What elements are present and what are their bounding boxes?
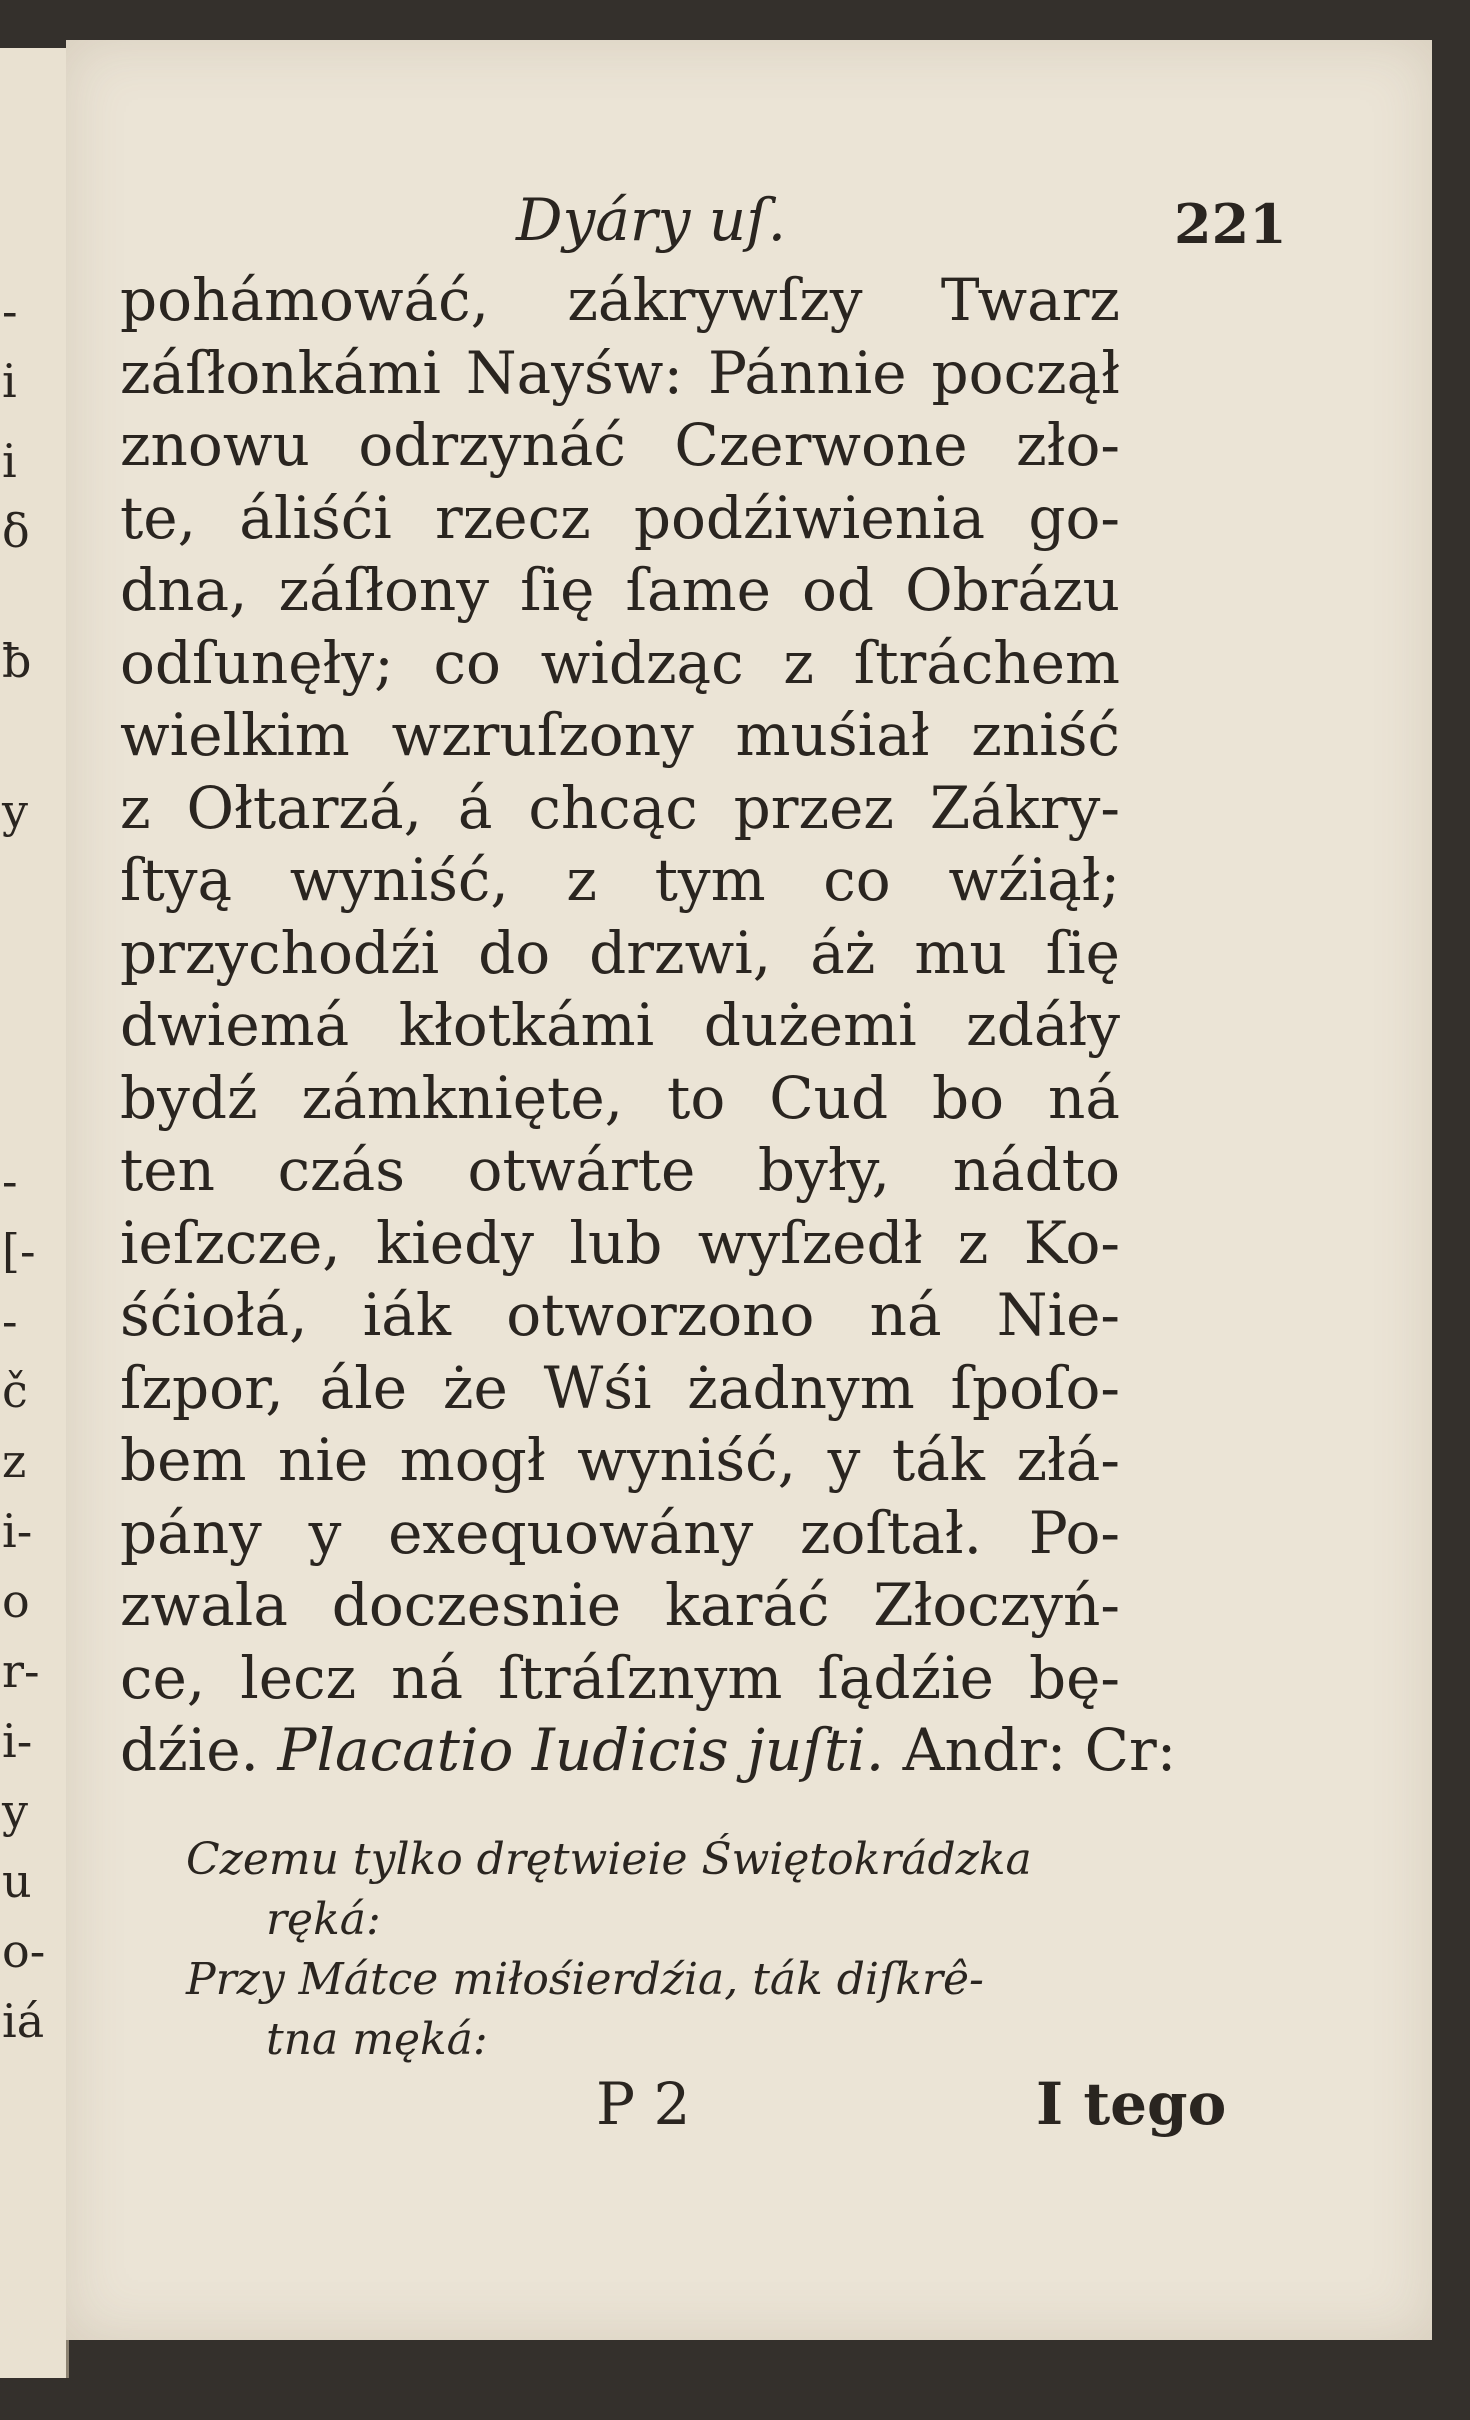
- left-page-fragment: č: [2, 1364, 28, 1418]
- text-line: ſzpor, ále że Wśi żadnym ſpoſo-: [120, 1353, 1120, 1422]
- catchword: I tego: [1036, 2070, 1227, 2138]
- verse-line-continuation: ręká:: [266, 1894, 381, 1945]
- latin-quotation: Placatio Iudicis juſti.: [277, 1716, 885, 1784]
- left-page-fragment: i-: [2, 1504, 33, 1558]
- text-line: ce, lecz ná ſtráſznym ſądźie bę-: [120, 1643, 1120, 1712]
- signature-mark: P 2: [596, 2070, 691, 2138]
- text-line: odſunęły; co widząc z ſtráchem: [120, 628, 1120, 697]
- left-page-fragment: r-: [2, 1644, 40, 1698]
- text-line: dna, záſłony ſię ſame od Obrázu: [120, 556, 1120, 624]
- text-line-last: [120, 1714, 1177, 1787]
- left-page-fragment: [-: [2, 1224, 36, 1278]
- left-page-fragment: o-: [2, 1924, 46, 1978]
- text-line: záſłonkámi Nayśw: Pánnie począł: [120, 338, 1120, 407]
- left-page-fragment: -: [2, 1294, 18, 1348]
- left-page-fragment: ẟ: [2, 504, 30, 558]
- text-line: ieſzcze, kiedy lub wyſzedł z Ko-: [120, 1208, 1120, 1277]
- page-footer: [66, 2070, 1432, 2150]
- text-line: dwiemá kłotkámi dużemi zdáły: [120, 991, 1120, 1059]
- text-fragment: dźie.: [120, 1716, 259, 1784]
- verse-couplet: [186, 1830, 1146, 2070]
- left-page-fragment: -: [2, 1154, 18, 1208]
- verse-line-continuation: tna męká:: [266, 2014, 488, 2065]
- text-line: śćiołá, iák otworzono ná Nie-: [120, 1281, 1120, 1349]
- left-page-fragment: z: [2, 1434, 27, 1488]
- verse-line: Przy Mátce miłośierdźia, ták diſkrê-: [186, 1954, 984, 2005]
- text-line: z Ołtarzá, á chcąc przez Zákry-: [120, 773, 1120, 842]
- text-line: zwala doczesnie karáć Złoczyń-: [120, 1571, 1120, 1639]
- page-number: 221: [1174, 192, 1287, 256]
- text-line: te, áliśći rzecz podźiwienia go-: [120, 483, 1120, 552]
- text-line: pány y exequowány zoſtał. Po-: [120, 1498, 1120, 1567]
- citation: Andr: Cr:: [902, 1716, 1177, 1784]
- text-line: bem nie mogł wyniść, y ták złá-: [120, 1426, 1120, 1494]
- left-page-fragment: u: [2, 1854, 32, 1908]
- book-page: [66, 40, 1432, 2340]
- text-line: znowu odrzynáć Czerwone zło-: [120, 411, 1120, 479]
- text-line: wielkim wzruſzony muśiał zniść: [120, 701, 1120, 769]
- text-line: ſtyą wyniść, z tym co wźiął;: [120, 846, 1120, 914]
- text-line: pohámowáć, zákrywſzy Twarz: [120, 266, 1120, 334]
- text-line: ten czás otwárte były, nádto: [120, 1136, 1120, 1204]
- left-page-fragment: i: [2, 354, 17, 408]
- left-page-fragment: -: [2, 284, 18, 338]
- left-page-fragment: y: [2, 784, 28, 838]
- text-line: przychodźi do drzwi, áż mu ſię: [120, 918, 1120, 987]
- verse-line: Czemu tylko drętwieie Świętokrádzka: [186, 1834, 1032, 1885]
- left-page-fragment: i-: [2, 1714, 33, 1768]
- body-text: [120, 264, 1177, 1787]
- text-line: bydź zámknięte, to Cud bo ná: [120, 1063, 1120, 1132]
- left-page-edge: [0, 48, 69, 2378]
- running-title: Dyáry uſ.: [516, 186, 787, 254]
- left-page-fragment: iá: [2, 1994, 45, 2048]
- left-page-fragment: i: [2, 434, 17, 488]
- left-page-fragment: y: [2, 1784, 28, 1838]
- left-page-fragment: o: [2, 1574, 30, 1628]
- left-page-fragment: ƀ: [2, 634, 32, 688]
